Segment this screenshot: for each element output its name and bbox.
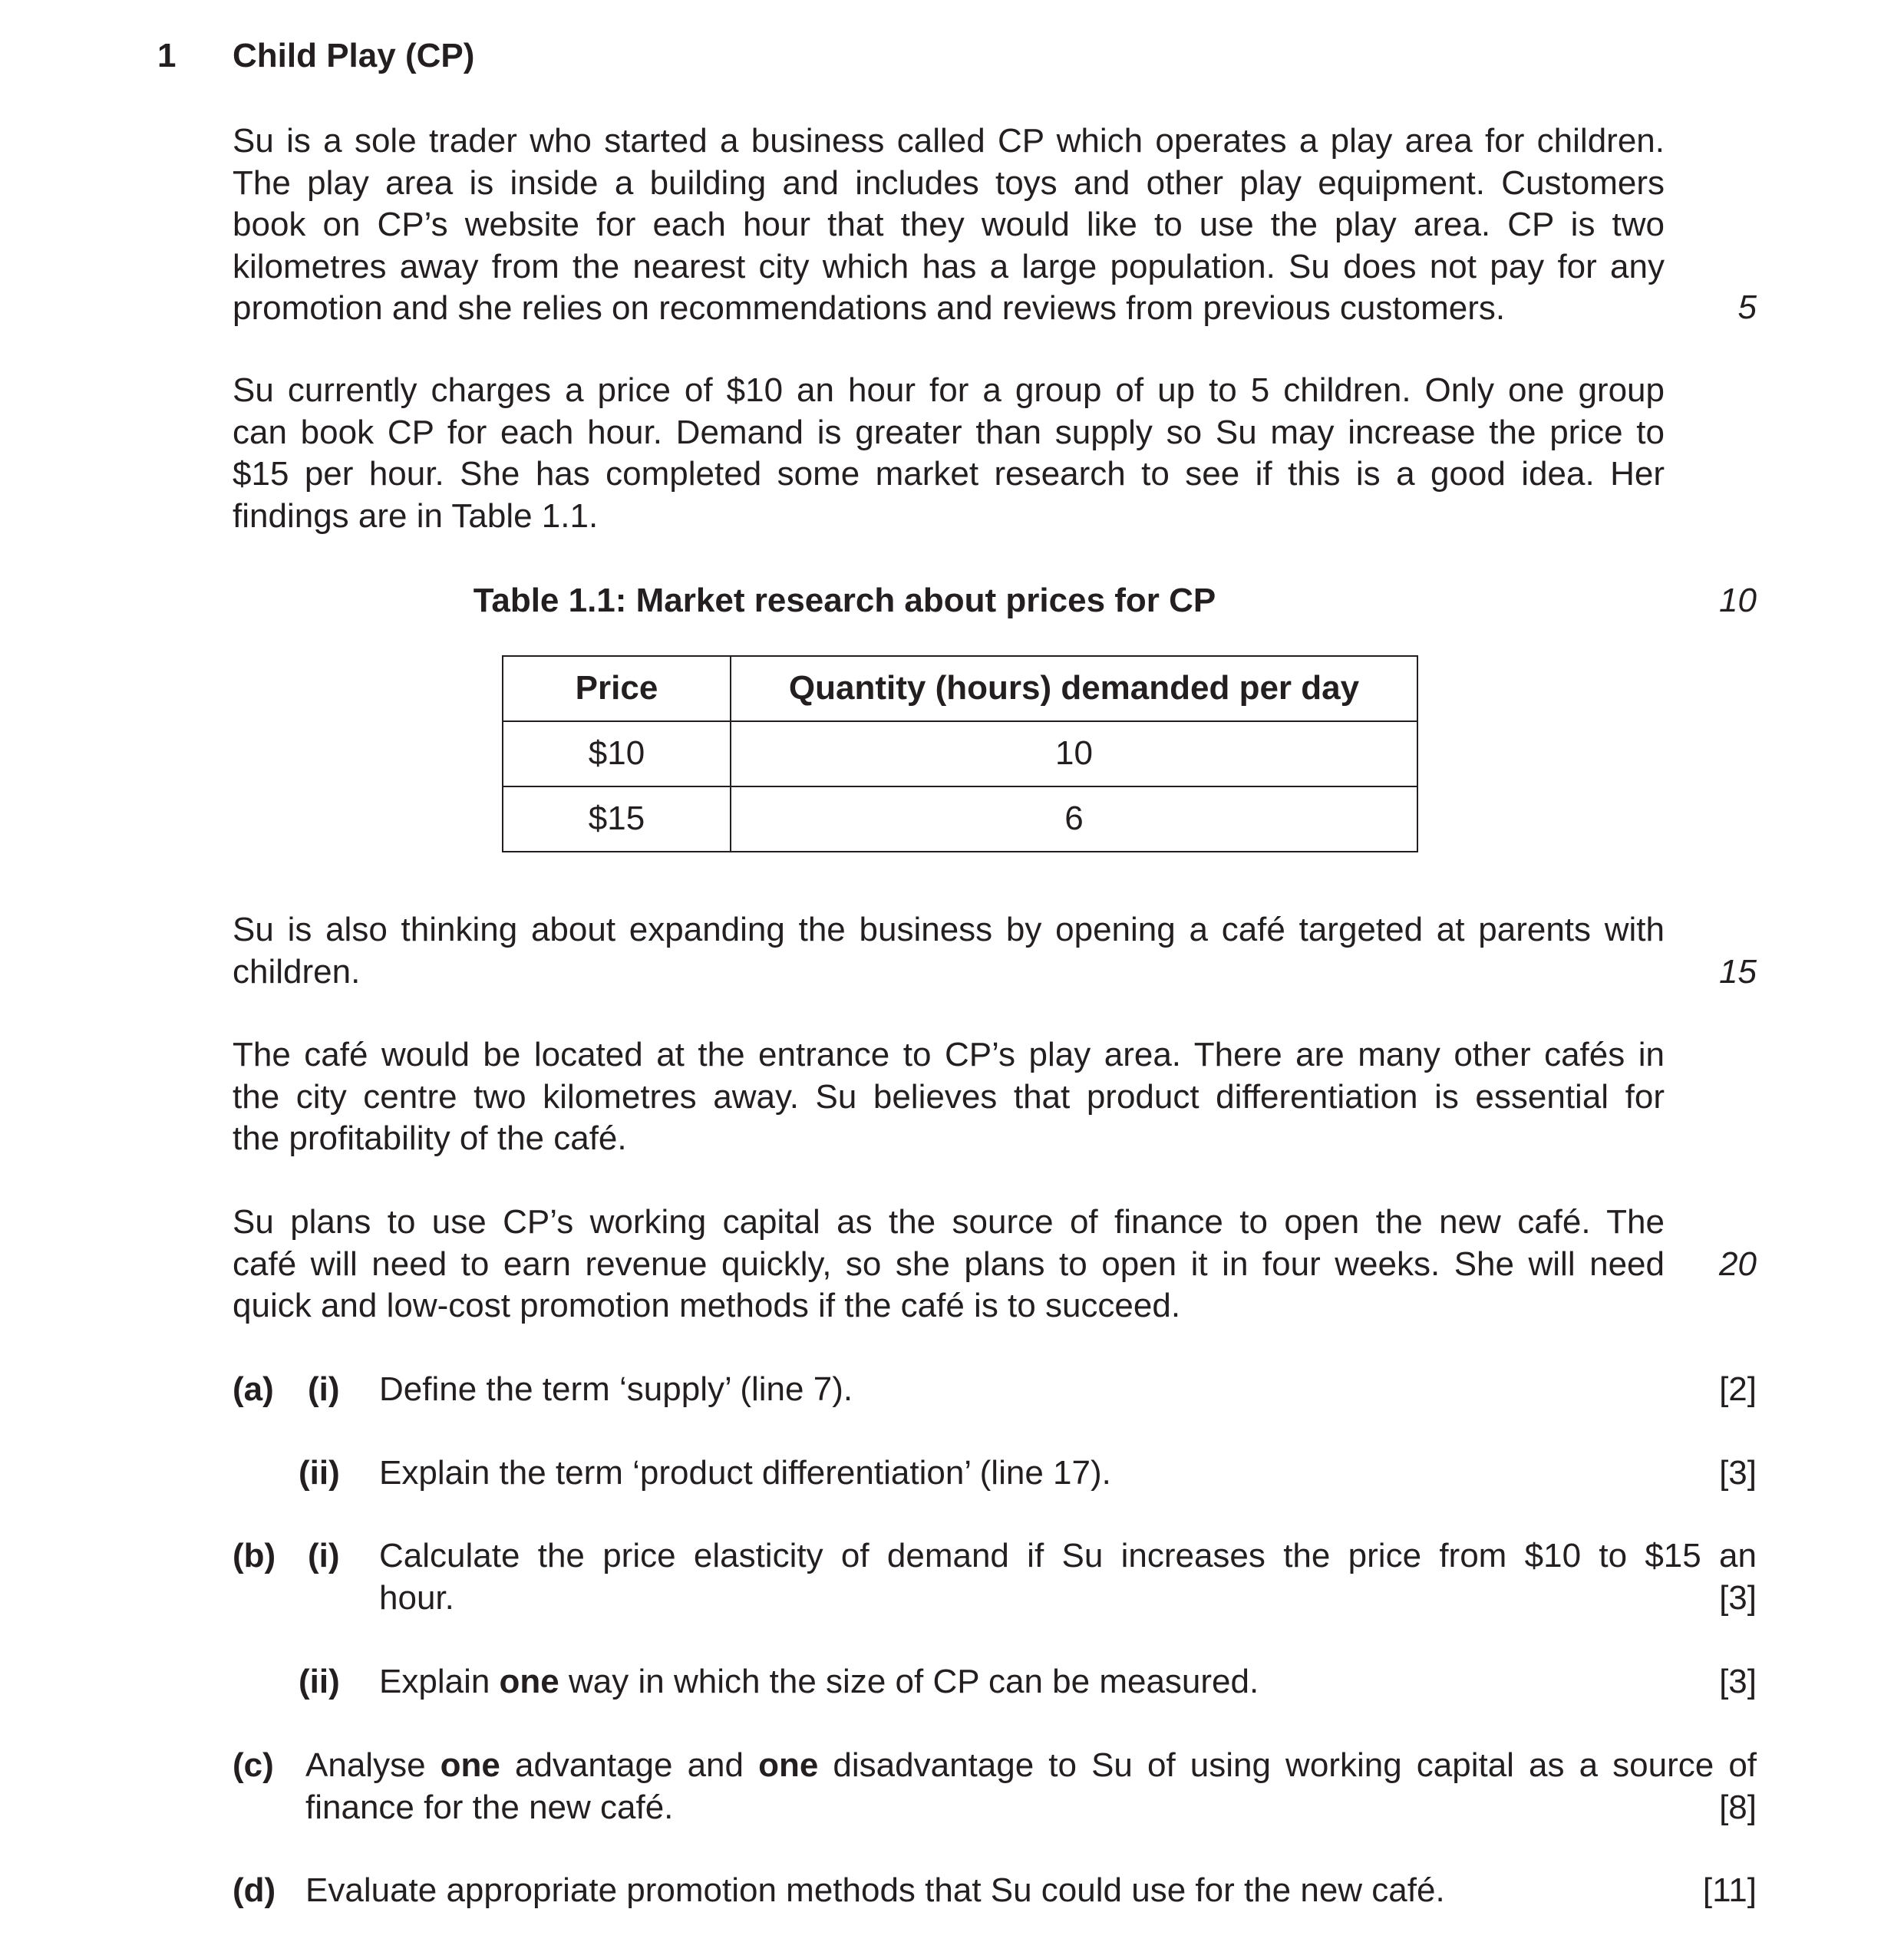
text-segment: advantage and xyxy=(500,1746,759,1784)
text-segment: disadvantage to Su of using working capital as a source of xyxy=(818,1746,1757,1784)
part-b-i-text xyxy=(379,1535,1757,1619)
line-number: 10 xyxy=(1719,582,1757,619)
market-research-table xyxy=(502,655,1418,852)
part-b-label: (b) xyxy=(233,1537,276,1574)
part-d-mark: [11] xyxy=(1702,1871,1757,1909)
part-b-ii-label: (ii) xyxy=(299,1663,340,1700)
text-line: the profitability of the café. xyxy=(233,1119,627,1157)
table-header-row xyxy=(503,656,1417,721)
text-line: finance for the new café. xyxy=(305,1788,674,1826)
text-line: Su plans to use CP’s working capital as the source of finance to open the new café. The xyxy=(233,1203,1665,1241)
part-d-label: (d) xyxy=(233,1871,276,1909)
text-line: Su is a sole trader who started a business called CP which operates a play area for children. xyxy=(233,122,1665,160)
question-number: 1 xyxy=(157,37,177,74)
line-number: 20 xyxy=(1719,1245,1757,1283)
part-a-ii-label: (ii) xyxy=(299,1454,340,1492)
part-a-ii-text: Explain the term ‘product differentiation’ (line 17). xyxy=(379,1454,1111,1492)
part-b-i-label: (i) xyxy=(308,1537,340,1574)
text-line: $15 per hour. She has completed some market research to see if this is a good idea. Her xyxy=(233,455,1665,493)
text-line: the city centre two kilometres away. Su believes that product differentiation is essential for xyxy=(233,1077,1665,1116)
part-a-i-mark: [2] xyxy=(1719,1370,1757,1408)
table-cell-quantity: 6 xyxy=(731,786,1417,852)
table-header-price: Price xyxy=(503,656,731,721)
part-c-text xyxy=(305,1745,1757,1828)
part-b-i-mark: [3] xyxy=(1719,1579,1757,1617)
emphasis: one xyxy=(758,1746,819,1784)
text-line: Calculate the price elasticity of demand if Su increases the price from $10 to $15 an xyxy=(379,1537,1757,1574)
text-line xyxy=(305,1745,1757,1787)
text-segment: Analyse xyxy=(305,1746,441,1784)
part-a-label: (a) xyxy=(233,1370,274,1408)
part-a-i-text: Define the term ‘supply’ (line 7). xyxy=(379,1370,853,1408)
part-b-ii-mark: [3] xyxy=(1719,1663,1757,1700)
part-a-ii-mark: [3] xyxy=(1719,1454,1757,1492)
case-paragraph-2 xyxy=(233,370,1665,537)
table-row xyxy=(503,786,1417,852)
part-c-mark: [8] xyxy=(1719,1789,1757,1826)
text-line: Su currently charges a price of $10 an hour for a group of up to 5 children. Only one group xyxy=(233,371,1665,409)
question-title: Child Play (CP) xyxy=(233,37,475,74)
text-line: book on CP’s website for each hour that they would like to use the play area. CP is two xyxy=(233,206,1665,243)
text-line: The play area is inside a building and includes toys and other play equipment. Customers xyxy=(233,163,1665,202)
part-a-i-label: (i) xyxy=(308,1370,340,1408)
text-line: children. xyxy=(233,952,361,991)
emphasis: one xyxy=(440,1746,500,1784)
table-cell-price: $10 xyxy=(503,721,731,786)
text-line: promotion and she relies on recommendations and reviews from previous customers. xyxy=(233,289,1506,327)
case-paragraph-4 xyxy=(233,1034,1665,1160)
text-line: café will need to earn revenue quickly, so she plans to open it in four weeks. She will need xyxy=(233,1245,1665,1283)
line-number: 5 xyxy=(1737,288,1757,326)
case-paragraph-1 xyxy=(233,120,1665,330)
text-line: hour. xyxy=(379,1578,454,1617)
table-row xyxy=(503,721,1417,786)
text-line: kilometres away from the nearest city which has a large population. Su does not pay for any xyxy=(233,247,1665,285)
case-paragraph-3 xyxy=(233,909,1665,993)
text-line: can book CP for each hour. Demand is greater than supply so Su may increase the price to xyxy=(233,413,1665,451)
emphasis: one xyxy=(499,1663,559,1700)
case-paragraph-5 xyxy=(233,1202,1665,1327)
part-b-ii-text xyxy=(379,1661,1259,1703)
text-segment: Explain xyxy=(379,1663,500,1700)
part-c-label: (c) xyxy=(233,1746,274,1784)
text-line: quick and low-cost promotion methods if the café is to succeed. xyxy=(233,1287,1181,1324)
table-header-quantity: Quantity (hours) demanded per day xyxy=(731,656,1417,721)
text-segment: way in which the size of CP can be measured. xyxy=(559,1663,1259,1700)
table-cell-quantity: 10 xyxy=(731,721,1417,786)
line-number: 15 xyxy=(1719,953,1757,991)
part-d-text: Evaluate appropriate promotion methods that Su could use for the new café. xyxy=(305,1871,1445,1909)
text-line: The café would be located at the entrance to CP’s play area. There are many other cafés in xyxy=(233,1036,1665,1073)
text-line: Su is also thinking about expanding the business by opening a café targeted at parents with xyxy=(233,911,1665,948)
table-cell-price: $15 xyxy=(503,786,731,852)
table-caption: Table 1.1: Market research about prices for CP xyxy=(473,582,1216,619)
text-line: findings are in Table 1.1. xyxy=(233,496,599,535)
